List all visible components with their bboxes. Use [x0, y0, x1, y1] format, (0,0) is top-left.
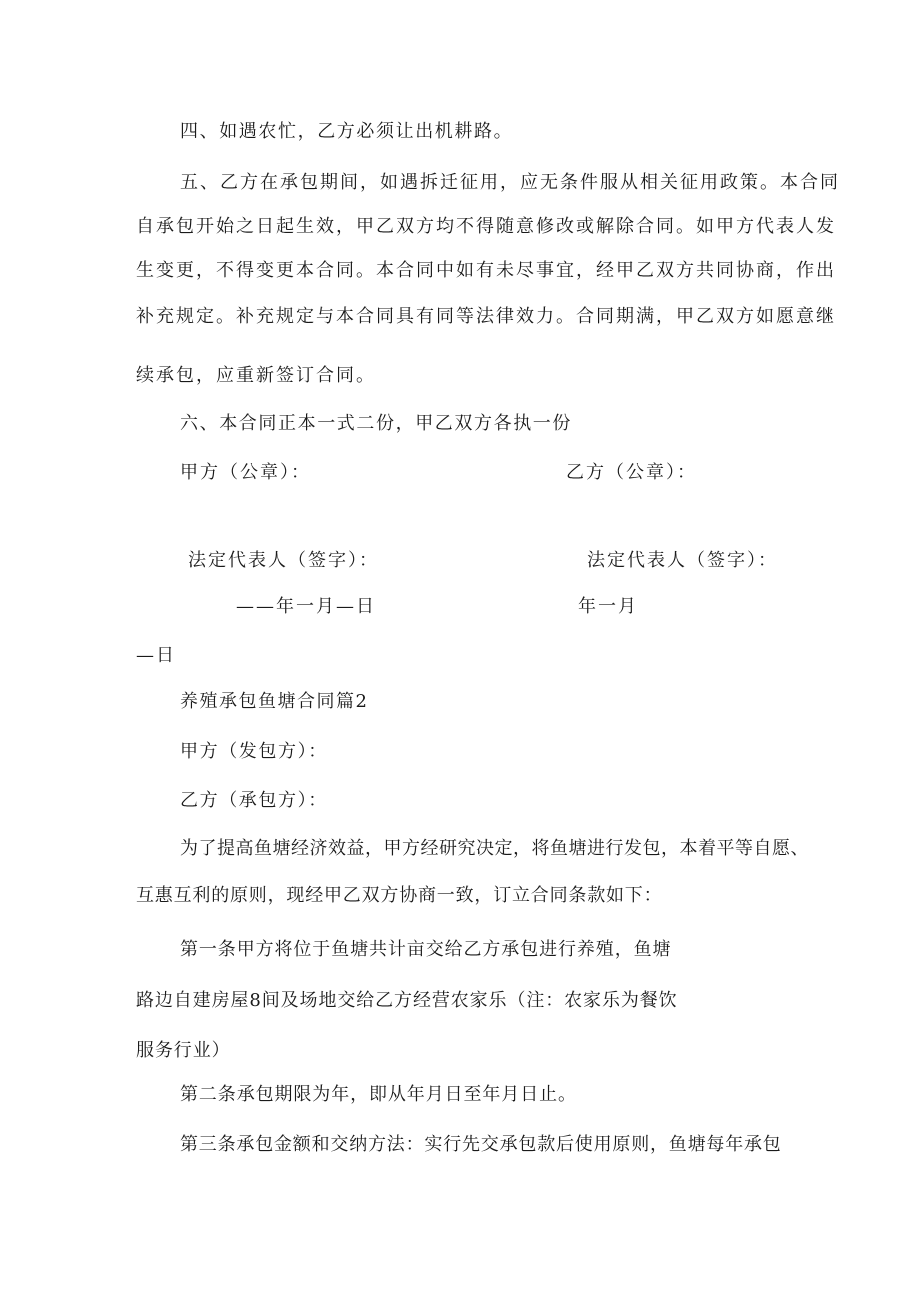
party-a-representative-label: 法定代表人（签字）：	[188, 550, 379, 571]
party-b-date-day: —日	[136, 645, 176, 666]
article-2: 第二条承包期限为年，即从年月日至年月日止。	[180, 1084, 577, 1105]
clause-5-line: 生变更，不得变更本合同。本合同中如有未尽事宜，经甲乙双方共同协商，作出	[136, 260, 836, 281]
party-a-date: ——年一月—日	[236, 596, 376, 617]
section-title: 养殖承包鱼塘合同篇2	[180, 691, 369, 712]
article-1-line: 路边自建房屋8间及场地交给乙方经营农家乐（注：农家乐为餐饮	[136, 990, 678, 1011]
clause-6: 六、本合同正本一式二份，甲乙双方各执一份	[180, 413, 572, 434]
article-1-line: 服务行业）	[136, 1040, 231, 1061]
intro-line: 为了提高鱼塘经济效益，甲方经研究决定，将鱼塘进行发包，本着平等自愿、	[180, 838, 809, 859]
article-3: 第三条承包金额和交纳方法：实行先交承包款后使用原则，鱼塘每年承包	[180, 1134, 782, 1155]
clause-5-line: 自承包开始之日起生效，甲乙双方均不得随意修改或解除合同。如甲方代表人发	[136, 216, 836, 237]
intro-line: 互惠互利的原则，现经甲乙双方协商一致，订立合同条款如下：	[136, 885, 663, 906]
article-1-line: 第一条甲方将位于鱼塘共计亩交给乙方承包进行养殖，鱼塘	[180, 939, 672, 960]
party-b-date: 年一月	[578, 596, 638, 617]
party-b-contractor: 乙方（承包方）：	[180, 790, 328, 811]
clause-4: 四、如遇农忙，乙方必须让出机耕路。	[180, 121, 514, 142]
clause-5-line: 五、乙方在承包期间，如遇拆迁征用，应无条件服从相关征用政策。本合同	[180, 172, 840, 193]
party-a-seal-label: 甲方（公章）：	[180, 462, 311, 483]
party-b-seal-label: 乙方（公章）：	[566, 462, 697, 483]
clause-5-line: 续承包，应重新签订合同。	[136, 365, 376, 386]
party-a-issuer: 甲方（发包方）：	[180, 741, 328, 762]
clause-5-line: 补充规定。补充规定与本合同具有同等法律效力。合同期满，甲乙双方如愿意继	[136, 306, 836, 327]
party-b-representative-label: 法定代表人（签字）：	[587, 550, 778, 571]
